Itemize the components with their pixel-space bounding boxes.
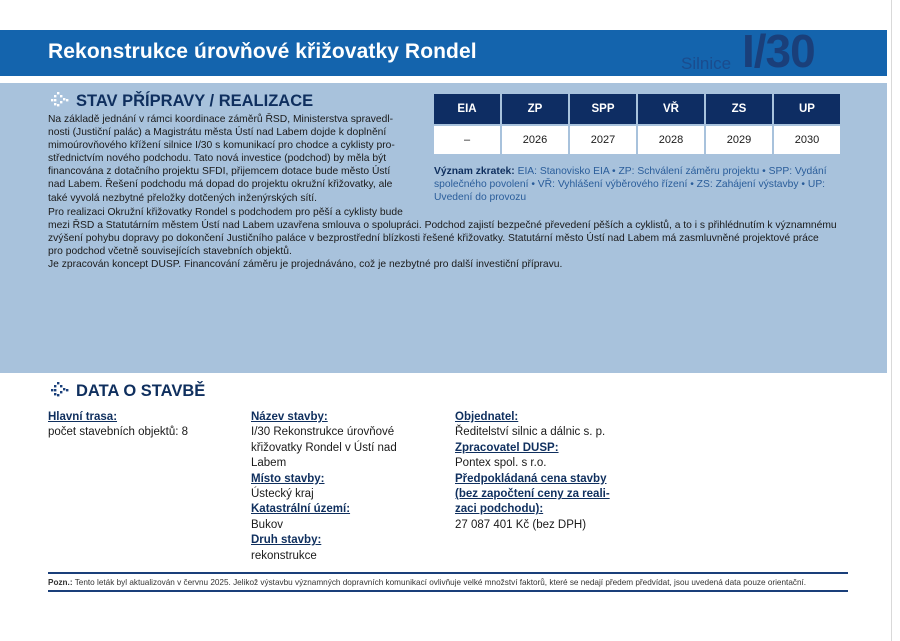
- client-label: Objednatel:: [455, 411, 519, 423]
- name-line: křižovatky Rondel v Ústí nad: [251, 441, 397, 454]
- milestone-header: SPP: [570, 94, 636, 124]
- milestone-header-row: [434, 94, 840, 124]
- milestone-header: VŘ: [638, 94, 704, 124]
- milestone-value: 2026: [502, 126, 568, 154]
- milestone-value: 2028: [638, 126, 704, 154]
- text-line: financována z dotačního projektu SFDI, přijemcem dotace bude město Ústí: [48, 166, 391, 178]
- cadastre-value: Bukov: [251, 518, 283, 531]
- milestone-value: 2027: [570, 126, 636, 154]
- text-line: mezi ŘSD a Statutárním městem Ústí nad Labem uzavřena smlouva o spolupráci. Podchod zajistí bezpečné převedení pěších a cyklistů, a to i s přihlédnutím k významnému: [48, 220, 837, 232]
- data-column-client: [455, 410, 655, 533]
- milestone-header: UP: [774, 94, 840, 124]
- type-label: Druh stavby:: [251, 534, 322, 547]
- cost-label-line: (bez započtení ceny za reali-: [455, 488, 610, 501]
- processor-label: Zpracovatel DUSP:: [455, 441, 559, 454]
- milestone-header: ZS: [706, 94, 772, 124]
- milestone-value-row: [434, 126, 840, 154]
- text-line: Na základě jednání v rámci koordinace záměrů ŘSD, Ministerstva spravedl-: [48, 114, 394, 125]
- status-heading: [48, 91, 313, 111]
- footnote: [48, 578, 848, 587]
- name-line: Labem: [251, 457, 287, 470]
- cost-label-line: zaci podchodu):: [455, 503, 544, 516]
- name-line: I/30 Rekonstrukce úrovňové: [251, 426, 395, 439]
- name-label: Název stavby:: [251, 411, 328, 423]
- milestone-header: EIA: [434, 94, 500, 124]
- text-line: Je zpracován koncept DUSP. Financování záměru je projednáváno, což je nezbytné pro další investiční přípravu.: [48, 259, 563, 271]
- text-line: střednictvím nového podchodu. Tato nová investice (podchod) by měla být: [48, 153, 387, 165]
- footnote-rule-top: [48, 572, 848, 574]
- milestone-header: ZP: [502, 94, 568, 124]
- milestone-value: 2030: [774, 126, 840, 154]
- milestone-table: [432, 92, 842, 156]
- text-line: zvýšení pohybu dopravy po dokončení Justičního paláce v bezprostřední blízkosti řešené křižovatky. Statutární město Ústí nad Labem má zasmluvněné projektové práce: [48, 233, 819, 245]
- data-heading-text: DATA O STAVBĚ: [76, 381, 206, 400]
- dots-arrow-icon: [48, 91, 72, 111]
- milestone-value: 2029: [706, 126, 772, 154]
- abbreviation-legend: [434, 165, 850, 204]
- milestone-value: –: [434, 126, 500, 154]
- main-route-value: počet stavebních objektů: 8: [48, 426, 189, 439]
- intro-text: [48, 113, 420, 205]
- status-heading-text: STAV PŘÍPRAVY / REALIZACE: [76, 91, 314, 110]
- dots-arrow-icon: [48, 381, 72, 401]
- processor-value: Pontex spol. s r.o.: [455, 457, 547, 470]
- text-line: také vyvolá nezbytné přeložky dotčených inženýrských sítí.: [48, 192, 317, 204]
- legend-text: EIA: Stanovisko EIA • ZP: Schválení záměru projektu • SPP: Vydání společného povolení • VŘ: Vyhlášení výběrového řízení • ZS: Zahájení výstavby • UP: Uvedení do provozu: [434, 166, 827, 204]
- data-column-building: [251, 410, 431, 564]
- page-edge: [891, 0, 892, 641]
- main-route-label: Hlavní trasa:: [48, 411, 118, 423]
- cost-label-line: Předpokládaná cena stavby: [455, 472, 607, 485]
- cost-value: 27 087 401 Kč (bez DPH): [455, 518, 587, 531]
- cadastre-label: Katastrální území:: [251, 503, 351, 516]
- footnote-text: Tento leták byl aktualizován v červnu 2025. Jelikož výstavbu významných dopravních komunikací ovlivňuje velké množství faktorů, které se nedají předem předvídat, jsou uvedená data pouze orientační.: [74, 578, 807, 587]
- footnote-rule-bottom: [48, 590, 848, 592]
- text-line: mimoúrovňového křížení silnice I/30 s komunikací pro chodce a cyklisty pro-: [48, 140, 395, 152]
- text-line: nad Labem. Řešení podchodu má dopad do projektu okružní křižovatky, ale: [48, 179, 393, 191]
- wide-text: [48, 206, 848, 271]
- text-line: Pro realizaci Okružní křižovatky Rondel s podchodem pro pěší a cyklisty bude: [48, 207, 403, 218]
- text-line: nosti (Justiční palác) a Magistrátu města Ústí nad Labem dojde k doplnění: [48, 127, 387, 139]
- footnote-label: Pozn.:: [48, 578, 73, 587]
- data-heading: [48, 381, 205, 401]
- type-value: rekonstrukce: [251, 549, 317, 562]
- page-title: Rekonstrukce úrovňové křižovatky Rondel: [48, 40, 477, 63]
- route-label: Silnice: [681, 54, 732, 73]
- place-value: Ústecký kraj: [251, 488, 314, 501]
- text-line: pro podchod včetně souvisejících stavebních objektů.: [48, 246, 292, 258]
- data-column-route: [48, 410, 238, 441]
- route-number: I/30: [742, 25, 815, 77]
- place-label: Místo stavby:: [251, 472, 325, 485]
- header-bar: [0, 25, 887, 77]
- legend-label: Význam zkratek:: [434, 166, 515, 177]
- client-value: Ředitelství silnic a dálnic s. p.: [455, 426, 606, 439]
